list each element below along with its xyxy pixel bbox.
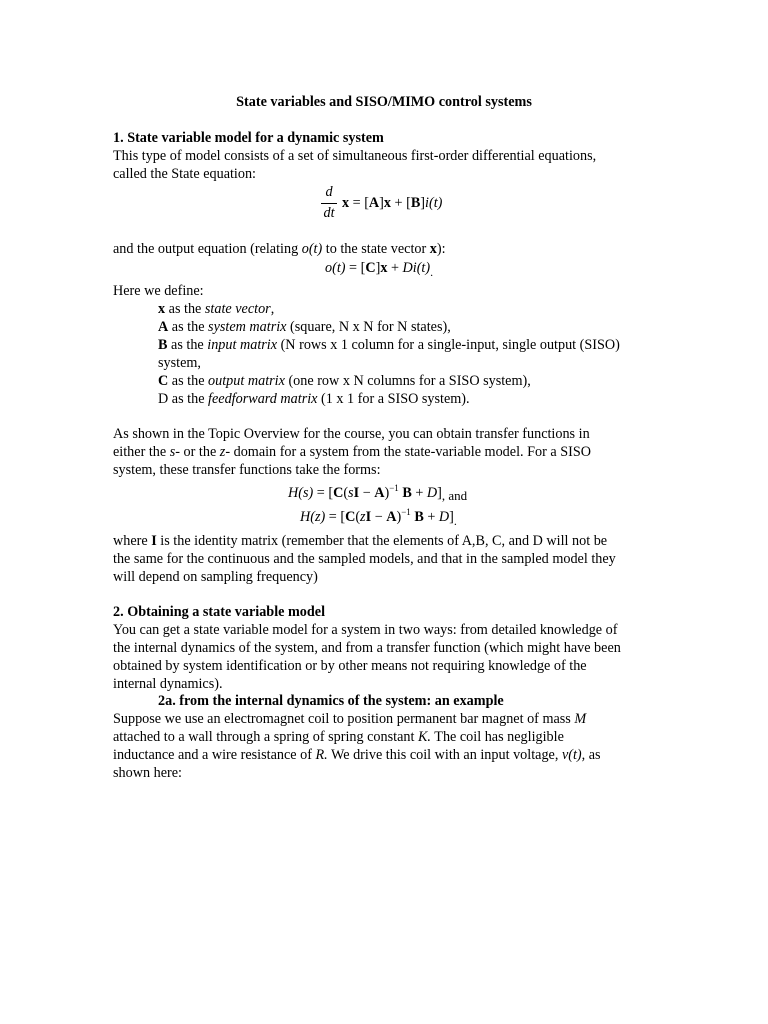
transfer-function-z: H(z) = [C(zI − A)$^{-1}$ $B + D]_.$ xyxy=(300,507,457,528)
output-equation: $o(t) = [C]x + Di(t)_.$ xyxy=(325,260,434,279)
paragraph-line: system, these transfer functions take the forms: xyxy=(113,462,381,478)
paragraph-line: inductance and a wire resistance of R. We drive this coil with an input voltage, v(t), as xyxy=(113,747,601,763)
paragraph-line: This type of model consists of a set of simultaneous first-order differential equations, xyxy=(113,148,597,164)
state-equation-body: x = [A]x + [B]i(t) xyxy=(342,195,443,211)
paragraph-line: called the State equation: xyxy=(113,166,257,182)
section-1-heading: 1. State variable model for a dynamic system xyxy=(113,130,384,146)
paragraph-line: Here we define: xyxy=(113,283,204,299)
derivative-numerator: d xyxy=(325,184,333,200)
derivative-denominator: dt xyxy=(323,205,335,221)
definition-a: A as the system matrix (square, N x N for N states), xyxy=(158,319,451,335)
paragraph-line: As shown in the Topic Overview for the course, you can obtain transfer functions in xyxy=(113,426,590,442)
transfer-function-s: H(s) = [C(sI − A)$^{-1}$ B + D], and xyxy=(288,483,468,503)
section-2-heading: 2. Obtaining a state variable model xyxy=(113,604,326,620)
definition-d: D as the feedforward matrix (1 x 1 for a SISO system). xyxy=(158,391,470,407)
definition-b-continued: system, xyxy=(158,355,201,371)
paragraph-line: Suppose we use an electromagnet coil to position permanent bar magnet of mass M xyxy=(113,711,587,727)
paragraph-line: will depend on sampling frequency) xyxy=(113,569,318,585)
definition-x: x as the state vector, xyxy=(158,301,275,317)
paragraph-line: where I is the identity matrix (remember that the elements of A,B, C, and D will not be xyxy=(113,533,608,549)
paragraph-line: and the output equation (relating o(t) to the state vector x): xyxy=(113,241,446,257)
definition-b: B as the input matrix (N rows x 1 column for a single-input, single output (SISO) xyxy=(158,337,620,353)
paragraph-line: internal dynamics). xyxy=(113,676,223,692)
fraction-bar xyxy=(321,203,337,204)
definition-c: C as the output matrix (one row x N columns for a SISO system), xyxy=(158,373,531,389)
document-title: State variables and SISO/MIMO control systems xyxy=(236,94,532,110)
subsection-2a-heading: 2a. from the internal dynamics of the system: an example xyxy=(158,693,504,709)
paragraph-line: You can get a state variable model for a system in two ways: from detailed knowledge of xyxy=(113,622,618,638)
paragraph-line: obtained by system identification or by other means not requiring knowledge of the xyxy=(113,658,587,674)
paragraph-line: the same for the continuous and the sampled models, and that in the sampled model they xyxy=(113,551,616,567)
paragraph-line: the internal dynamics of the system, and from a transfer function (which might have been xyxy=(113,640,621,656)
paragraph-line: attached to a wall through a spring of spring constant K. The coil has negligible xyxy=(113,729,564,745)
paragraph-line: either the s- or the z- domain for a system from the state-variable model. For a SISO xyxy=(113,444,591,460)
paragraph-line: shown here: xyxy=(113,765,182,781)
